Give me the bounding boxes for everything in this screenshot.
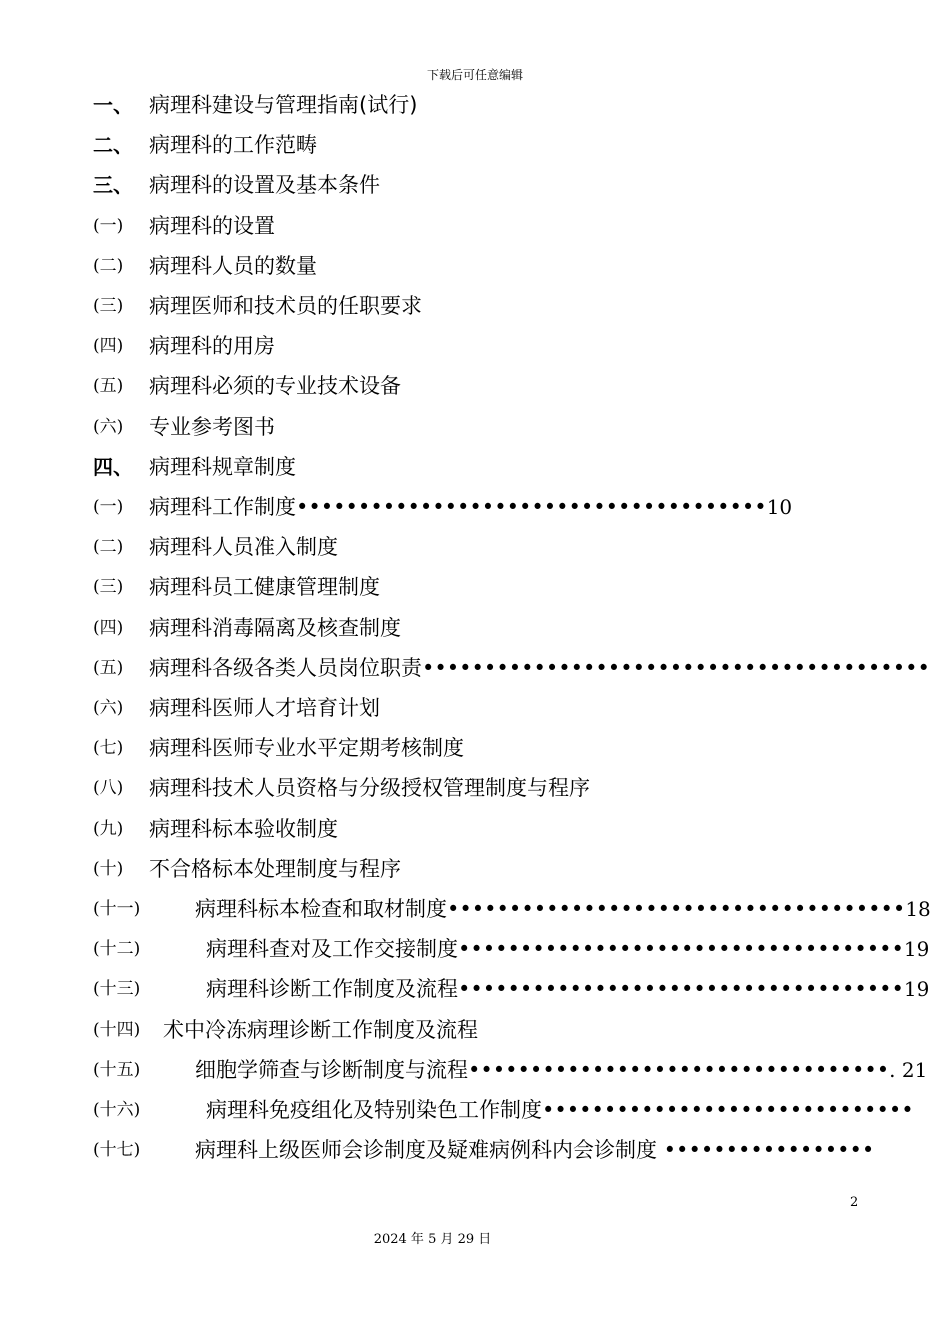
toc-entry-number: (六) <box>93 698 124 718</box>
toc-entry-title: 病理科医师专业水平定期考核制度 <box>149 736 464 760</box>
toc-entry-leader-dots: ••••••••••••••••••••••••••••••••••••• <box>447 897 906 921</box>
toc-entry-title: 不合格标本处理制度与程序 <box>149 857 401 881</box>
toc-entry-title: 病理科人员准入制度 <box>149 535 338 559</box>
toc-entry-title: 病理科的设置 <box>149 214 275 238</box>
toc-entry-leader-dots: •••••••••••••••••••••••••••••••••••••• <box>296 495 767 519</box>
toc-entry-title: 病理科上级医师会诊制度及疑难病例科内会诊制度 <box>195 1138 657 1162</box>
toc-entry-number: 一、 <box>93 93 133 117</box>
toc-entry-title: 专业参考图书 <box>149 415 275 439</box>
toc-entry-title-group <box>149 653 930 683</box>
toc-entry-number: (十三) <box>93 979 141 999</box>
toc-entry-title-group <box>149 773 590 803</box>
toc-entry-title-group <box>195 1055 927 1085</box>
toc-entry-title: 病理科标本验收制度 <box>149 817 338 841</box>
toc-entry-number: (十四) <box>93 1020 141 1040</box>
toc-entry-title: 病理科免疫组化及特别染色工作制度 <box>206 1098 542 1122</box>
toc-entry-title: 病理科必须的专业技术设备 <box>149 374 401 398</box>
toc-entry-page: 19 <box>903 977 930 1001</box>
toc-entry-title: 病理科消毒隔离及核查制度 <box>149 616 401 640</box>
toc-entry-title-group <box>206 1095 914 1125</box>
toc-entry-number: (三) <box>93 296 124 316</box>
toc-entry-number: (一) <box>93 497 124 517</box>
toc-entry-number: (五) <box>93 376 124 396</box>
toc-entry-title-group <box>149 492 792 522</box>
toc-entry-title-group <box>149 532 338 562</box>
toc-entry-number: (十五) <box>93 1060 141 1080</box>
toc-entry-title-group <box>149 572 380 602</box>
toc-entry-title-group <box>149 90 417 120</box>
toc-entry-title-group <box>195 1135 874 1165</box>
toc-entry-title-group <box>149 371 401 401</box>
toc-entry-title: 病理科建设与管理指南(试行) <box>149 93 418 117</box>
toc-entry-title-group <box>149 130 317 160</box>
toc-entry-number: (六) <box>93 417 124 437</box>
toc-entry-number: (十七) <box>93 1140 141 1160</box>
toc-entry-title-group <box>149 331 275 361</box>
toc-entry-number: (九) <box>93 819 124 839</box>
toc-entry-page: 19 <box>903 937 930 961</box>
toc-entry-number: (二) <box>93 537 124 557</box>
toc-entry-title-group <box>149 211 275 241</box>
toc-entry-number: (十二) <box>93 939 141 959</box>
toc-entry-title-group <box>149 814 338 844</box>
toc-entry-title-group <box>163 1015 478 1045</box>
toc-entry-number: (一) <box>93 216 124 236</box>
toc-entry-title: 病理医师和技术员的任职要求 <box>149 294 422 318</box>
toc-entry-page: 10 <box>766 495 793 519</box>
toc-entry-number: (八) <box>93 778 124 798</box>
toc-entry-title: 病理科技术人员资格与分级授权管理制度与程序 <box>149 776 590 800</box>
toc-entry-number: (十一) <box>93 899 141 919</box>
toc-entry-page: . 21 <box>889 1058 928 1082</box>
toc-entry-page: 18 <box>905 897 931 921</box>
toc-entry-leader-dots: •••••••••••••••••••••••••••••••••• <box>468 1058 890 1082</box>
toc-entry-number: (三) <box>93 577 124 597</box>
toc-entry-number: 三、 <box>93 173 133 197</box>
toc-entry-title: 病理科人员的数量 <box>149 254 317 278</box>
toc-entry-title: 病理科诊断工作制度及流程 <box>206 977 458 1001</box>
toc-entry-number: (五) <box>93 658 124 678</box>
page-number: 2 <box>850 1195 859 1210</box>
page-header: 下载后可任意编辑 <box>426 68 523 82</box>
toc-entry-title: 病理科的用房 <box>149 334 275 358</box>
toc-entry-title: 病理科员工健康管理制度 <box>149 575 380 599</box>
toc-entry-number: (四) <box>93 618 124 638</box>
toc-entry-title: 病理科医师人才培育计划 <box>149 696 380 720</box>
toc-entry-number: 四、 <box>93 455 133 479</box>
toc-entry-leader-dots: ••••••••••••••••• <box>657 1138 875 1162</box>
toc-entry-number: (十) <box>93 859 124 879</box>
toc-entry-title-group <box>149 412 275 442</box>
toc-entry-title-group <box>149 733 464 763</box>
toc-entry-number: (十六) <box>93 1100 141 1120</box>
toc-entry-title: 病理科的设置及基本条件 <box>149 173 380 197</box>
toc-entry-leader-dots: •••••••••••••••••••••••••••••••••••• <box>458 937 904 961</box>
toc-entry-title: 术中冷冻病理诊断工作制度及流程 <box>163 1018 478 1042</box>
toc-entry-title-group <box>195 894 931 924</box>
toc-entry-title: 病理科规章制度 <box>149 455 296 479</box>
toc-entry-title-group <box>149 613 401 643</box>
toc-entry-leader-dots: •••••••••••••••••••••••••••••••••••• <box>458 977 904 1001</box>
toc-entry-leader-dots: •••••••••••••••••••••••••••••• <box>542 1098 914 1122</box>
toc-entry-title-group <box>149 251 317 281</box>
toc-entry-title-group <box>149 452 296 482</box>
toc-entry-title: 病理科标本检查和取材制度 <box>195 897 447 921</box>
toc-entry-number: (二) <box>93 256 124 276</box>
toc-entry-title-group <box>149 170 380 200</box>
toc-entry-leader-dots: ••••••••••••••••••••••••••••••••••••••••• <box>422 656 930 680</box>
toc-entry-title: 病理科各级各类人员岗位职责 <box>149 656 422 680</box>
toc-entry-number: (七) <box>93 738 124 758</box>
toc-entry-title: 病理科查对及工作交接制度 <box>206 937 458 961</box>
toc-entry-number: (四) <box>93 336 124 356</box>
footer-date: 2024 年 5 月 29 日 <box>373 1232 492 1247</box>
toc-entry-title: 病理科工作制度 <box>149 495 296 519</box>
toc-entry-title-group <box>206 934 929 964</box>
toc-entry-title-group <box>149 291 422 321</box>
toc-entry-title-group <box>149 693 380 723</box>
toc-entry-title-group <box>149 854 401 884</box>
toc-entry-title-group <box>206 974 929 1004</box>
toc-entry-number: 二、 <box>93 133 133 157</box>
toc-entry-title: 细胞学筛查与诊断制度与流程 <box>195 1058 468 1082</box>
toc-entry-title: 病理科的工作范畴 <box>149 133 317 157</box>
